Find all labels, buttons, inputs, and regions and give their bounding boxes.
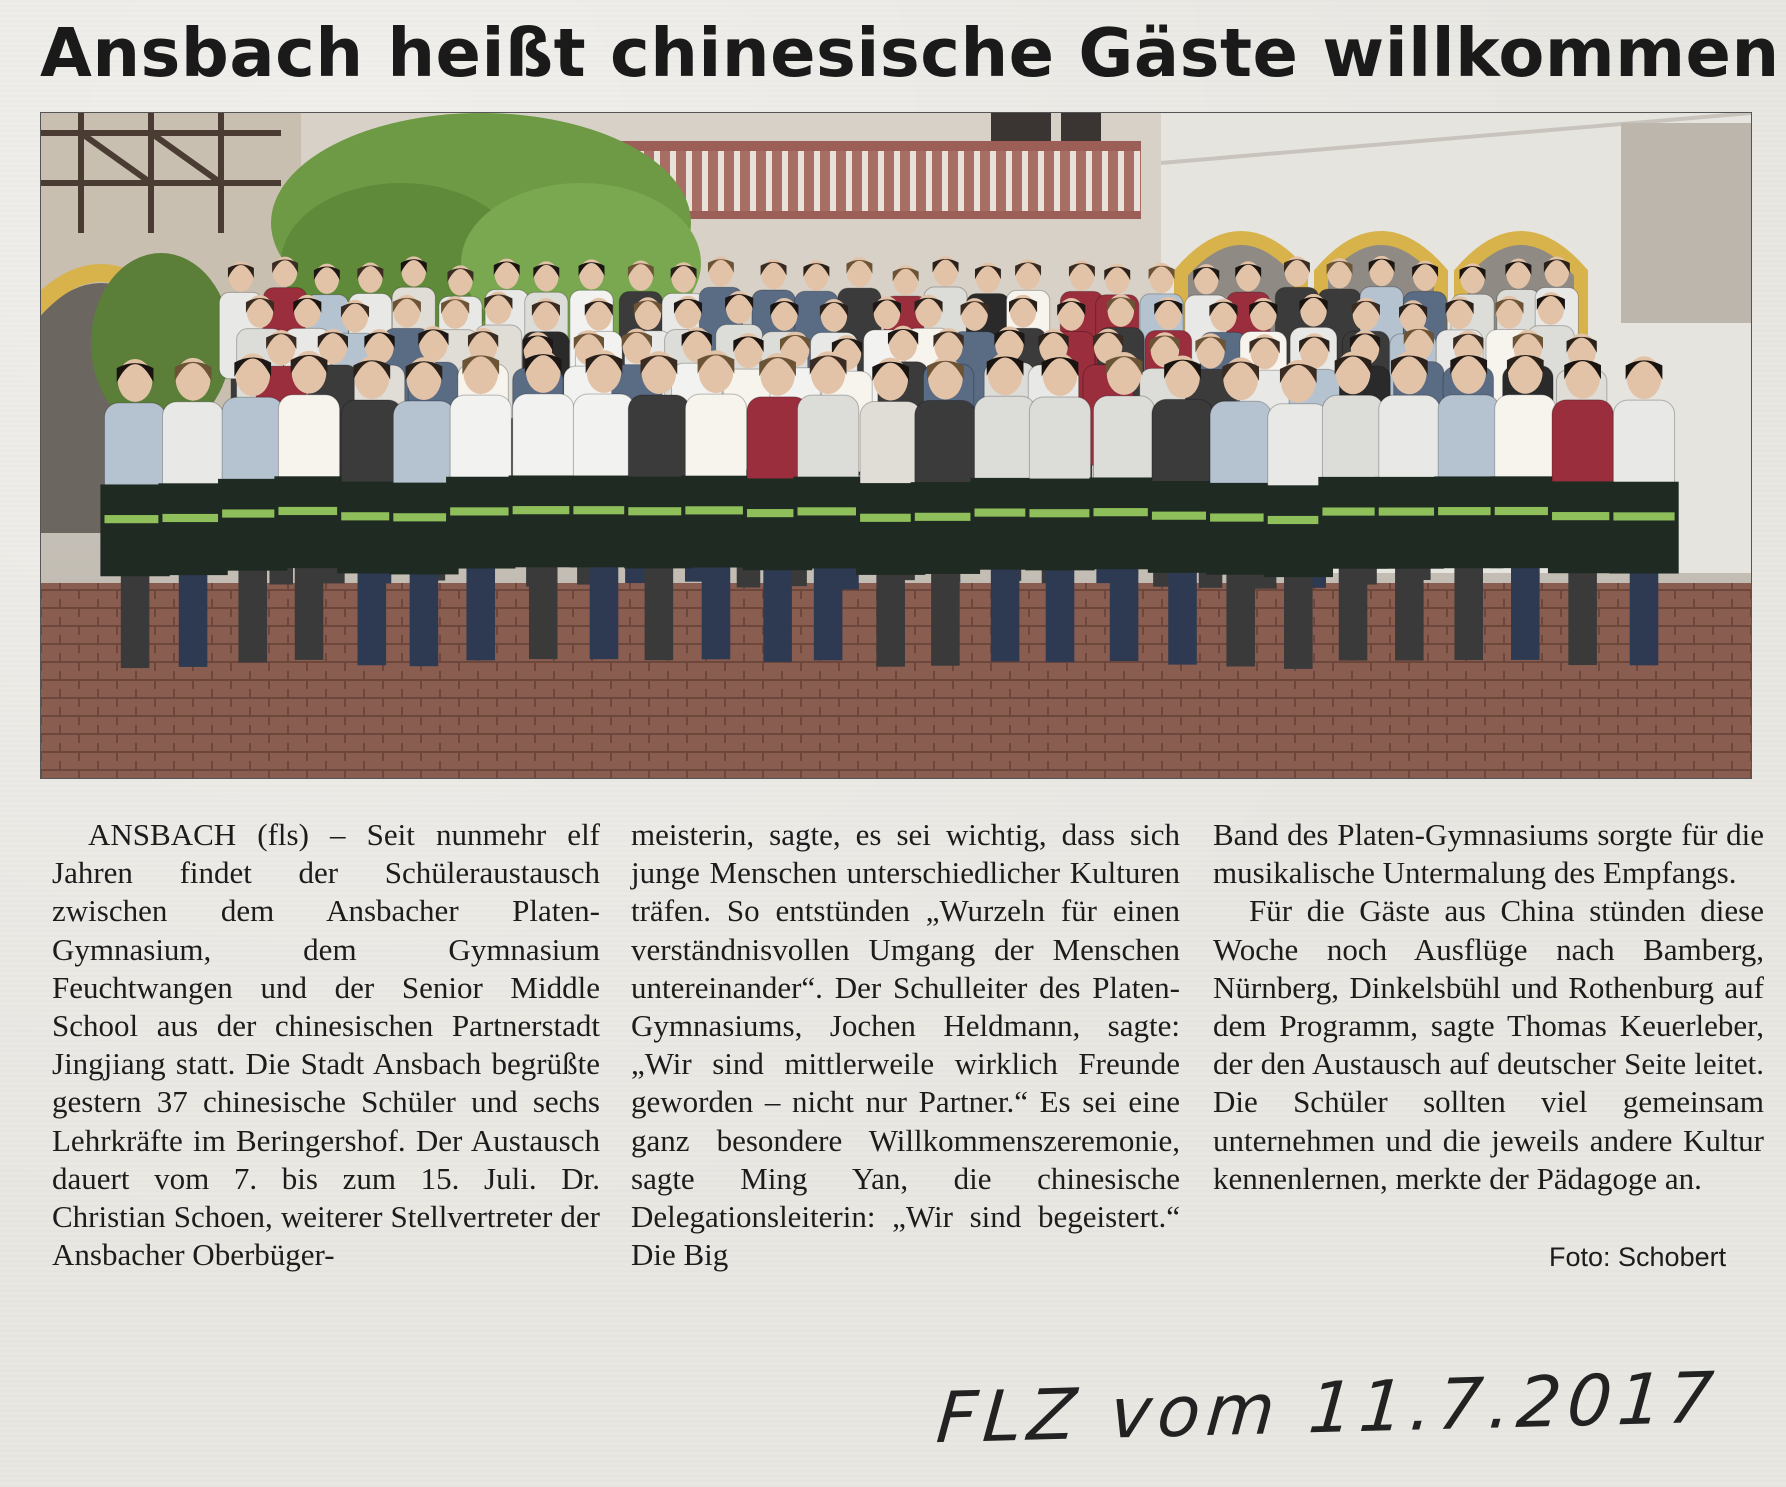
group-photo-illustration	[41, 113, 1751, 778]
article-column-2	[631, 816, 1180, 1274]
group-photo	[40, 112, 1752, 779]
article-paragraph: meisterin, sagte, es sei wichtig, dass sich junge Menschen unterschiedlicher Kulturen träfen. So entstünden „Wurzeln für einen verständnisvollen Umgang der Menschen untereinander“. Der Schulleiter des Platen-Gymnasiums, Jochen Heldmann, sagte: „Wir sind mittlerweile wirklich Freunde geworden – nicht nur Partner.“ Es sei eine ganz besondere Willkommenszeremonie, sagte Ming Yan, die chinesische Delegationsleiterin: „Wir sind begeistert.“ Die Big	[631, 817, 1180, 1273]
article-column-1	[52, 816, 600, 1274]
photo-credit: Foto: Schobert	[1549, 1242, 1727, 1272]
article-paragraph: Band des Platen-Gymnasiums sorgte für die musikalische Untermalung des Empfangs.	[1213, 817, 1764, 891]
article-column-3	[1213, 816, 1764, 1198]
article-paragraph: Für die Gäste aus China stünden diese Woche noch Ausflüge nach Bamberg, Nürnberg, Dinkelsbühl und Rothenburg auf dem Programm, sagte Thomas Keuerleber, der den Austausch auf deutscher Seite leitet. Die Schüler sollten viel gemeinsam unternehmen und die jeweils andere Kultur kennenlernen, merkte der Pädagoge an.	[1213, 893, 1764, 1196]
article-paragraph: ANSBACH (fls) – Seit nunmehr elf Jahren findet der Schüleraustausch zwischen dem Ansbacher Platen-Gymnasium, dem Gymnasium Feuchtwangen und der Senior Middle School aus der chinesischen Partnerstadt Jingjiang statt. Die Stadt Ansbach begrüßte gestern 37 chinesische Schüler und sechs Lehrkräfte im Beringershof. Der Austausch dauert vom 7. bis zum 15. Juli. Dr. Christian Schoen, weiterer Stellvertreter der Ansbacher Oberbüger-	[52, 817, 600, 1273]
article-headline: Ansbach heißt chinesische Gäste willkommen	[40, 14, 1780, 92]
handwritten-date-note: FLZ vom 11.7.2017	[933, 1356, 1723, 1460]
